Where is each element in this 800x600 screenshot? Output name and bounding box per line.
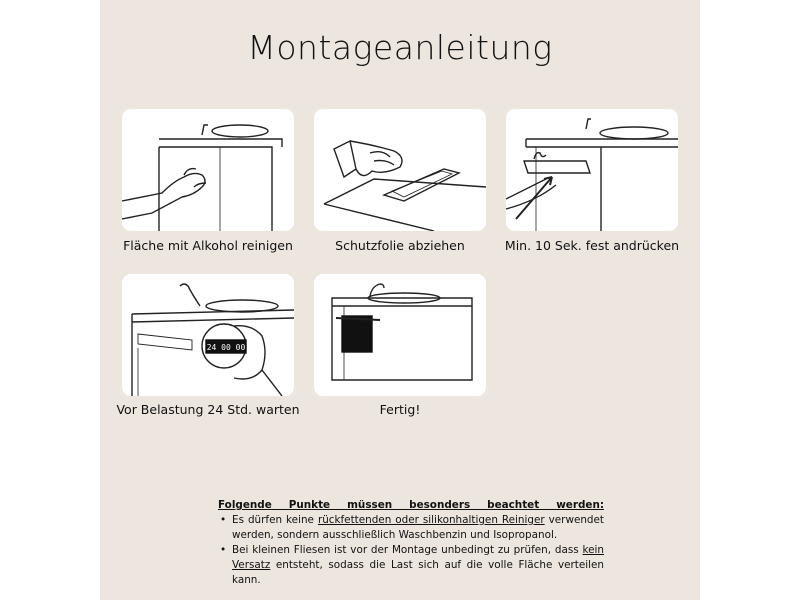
- peel-film-icon: [314, 109, 486, 231]
- note-1-highlight: rückfettenden oder silikonhaltigen Reiniger: [317, 514, 545, 526]
- wipe-cabinet-icon: [122, 109, 294, 231]
- step-1-image: [122, 109, 294, 231]
- press-holder-icon: [506, 109, 678, 231]
- instruction-sheet: [100, 0, 700, 600]
- timer-wait-icon: [122, 274, 294, 396]
- page-title: Montageanleitung: [247, 28, 553, 67]
- step-1-caption: Fläche mit Alkohol reinigen: [123, 238, 293, 253]
- bullet-2: •: [220, 544, 227, 556]
- step-2-image: [314, 109, 486, 231]
- step-5-caption: Fertig!: [379, 402, 421, 417]
- step-4-caption: Vor Belastung 24 Std. warten: [116, 402, 300, 417]
- step-5-image: [314, 274, 486, 396]
- note-2-highlight: kein Versatz: [232, 544, 604, 571]
- step-3-image: [506, 109, 678, 231]
- notes-heading: Folgende Punkte müssen besonders beachtet werden:: [218, 499, 604, 511]
- step-3-caption: Min. 10 Sek. fest andrücken: [504, 238, 680, 253]
- timer-display: 24 00 00: [206, 343, 246, 352]
- step-2-caption: Schutzfolie abziehen: [335, 238, 465, 253]
- finished-towel-icon: [314, 274, 486, 396]
- step-4-image: [122, 274, 294, 396]
- note-item-1: • Es dürfen keine rückfettenden oder silikonhaltigen Reiniger verwendet werden, sondern ausschließlich Waschbenzin und Isopropanol.: [220, 514, 604, 541]
- bullet-1: •: [220, 514, 227, 526]
- note-item-2: • Bei kleinen Fliesen ist vor der Montage unbedingt zu prüfen, dass kein Versatz entsteht, sodass die Last sich auf die volle Fläche verteilen kann.: [220, 544, 604, 586]
- notes-section: [218, 498, 604, 588]
